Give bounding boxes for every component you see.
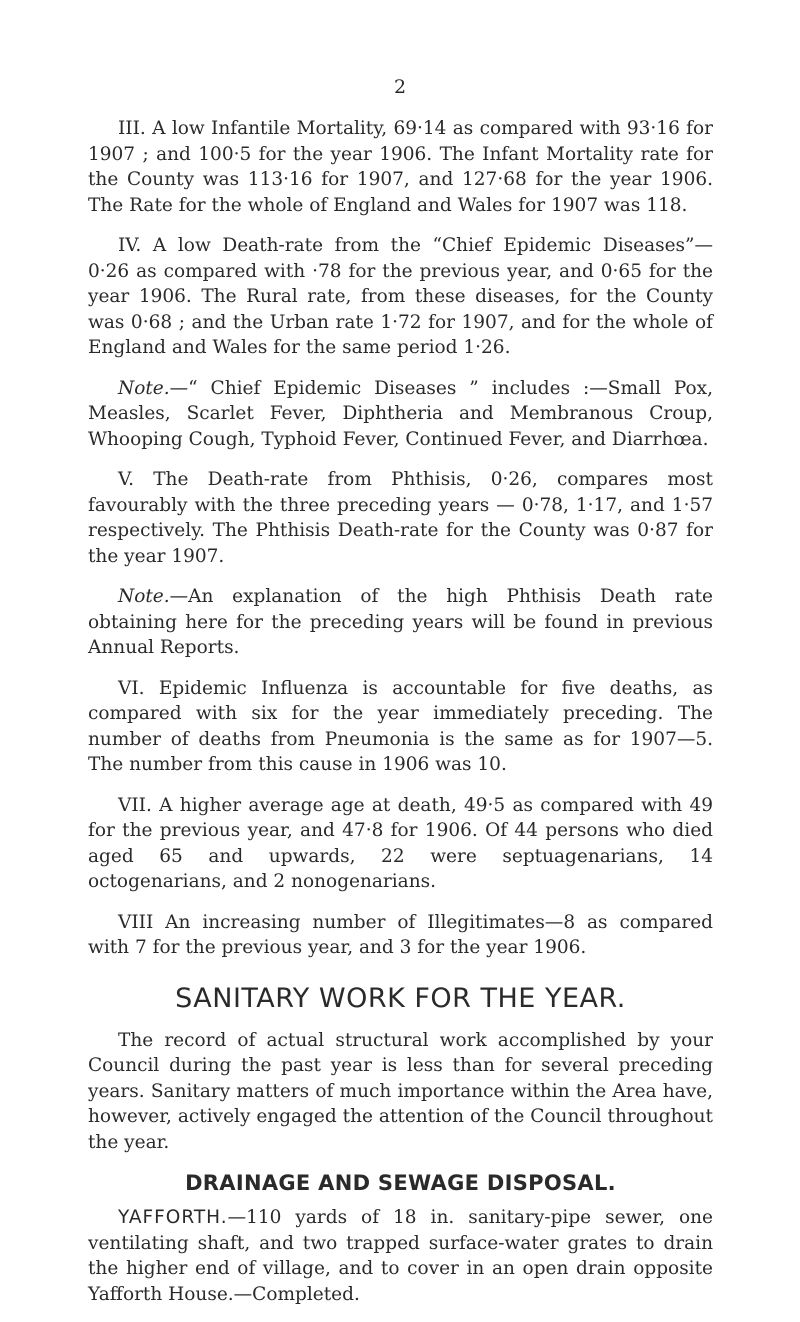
paragraph-v-phthisis: V. The Death-rate from Phthisis, 0·26, compares most favourably with the three preceding years — 0·78, 1·17, and 1·57 respectively. The Phthisis Death-rate for the County was 0·87 for the year 1907. [88, 469, 713, 567]
note-text: —An explanation of the high Phthisis Death rate obtaining here for the preceding years will be found in previous Annual Reports. [88, 586, 713, 658]
note-text: —“ Chief Epidemic Diseases ” includes :—Small Pox, Measles, Scarlet Fever, Diphtheria and Membranous Croup, Whooping Cough, Typhoid Fever, Continued Fever, and Diarrhœa. [88, 377, 713, 450]
sanitary-work-paragraph: The record of actual structural work accomplished by your Council during the past year is less than for several preceding years. Sanitary matters of much importance within the Area have, however, actively engaged the attention of the Council throughout the year. [88, 1029, 713, 1153]
document-body [88, 116, 713, 1322]
page-number: 2 [393, 76, 407, 98]
yafforth-paragraph [88, 1205, 713, 1307]
sanitary-work-heading: SANITARY WORK FOR THE YEAR. [175, 982, 626, 1014]
place-name: YAFFORTH. [118, 1207, 228, 1228]
paragraph-iii-infantile-mortality: III. A low Infantile Mortality, 69·14 as compared with 93·16 for 1907 ; and 100·5 for the year 1906. The Infant Mortality rate for the County was 113·16 for 1907, and 127·68 for the year 1906. The Rate for the whole of England and Wales for 1907 was 118. [88, 118, 713, 216]
yafforth-text: —110 yards of 18 in. sanitary-pipe sewer, one ventilating shaft, and two trapped surface-water grates to drain the higher end of village, and to cover in an open drain opposite Yafforth House.—Completed. [88, 1207, 713, 1305]
note-epidemic-diseases [88, 376, 713, 453]
paragraph-vi-influenza: VI. Epidemic Influenza is accountable for five deaths, as compared with six for the year immediately preceding. The number of deaths from Pneumonia is the same as for 1907—5. The number from this cause in 1906 was 10. [88, 677, 713, 775]
paragraph-vii-average-age: VII. A higher average age at death, 49·5 as compared with 49 for the previous year, and 47·8 for 1906. Of 44 persons who died aged 65 and upwards, 22 were septuagenarians, 14 octogenarians, and 2 nonogenarians. [88, 794, 713, 892]
paragraph-iv-epidemic-diseases: IV. A low Death-rate from the “Chief Epidemic Diseases”— 0·26 as compared with ·78 for the previous year, and 0·65 for the year 1906. The Rural rate, from these diseases, for the County was 0·68 ; and the Urban rate 1·72 for 1907, and for the whole of England and Wales for the same period 1·26. [88, 235, 713, 358]
note-phthisis [88, 584, 713, 661]
note-label: Note. [118, 586, 170, 607]
drainage-heading: DRAINAGE AND SEWAGE DISPOSAL. [185, 1171, 616, 1195]
note-label: Note. [118, 377, 170, 399]
paragraph-viii-illegitimates: VIII An increasing number of Illegitimates—8 as compared with 7 for the previous year, and 3 for the year 1906. [88, 911, 713, 958]
